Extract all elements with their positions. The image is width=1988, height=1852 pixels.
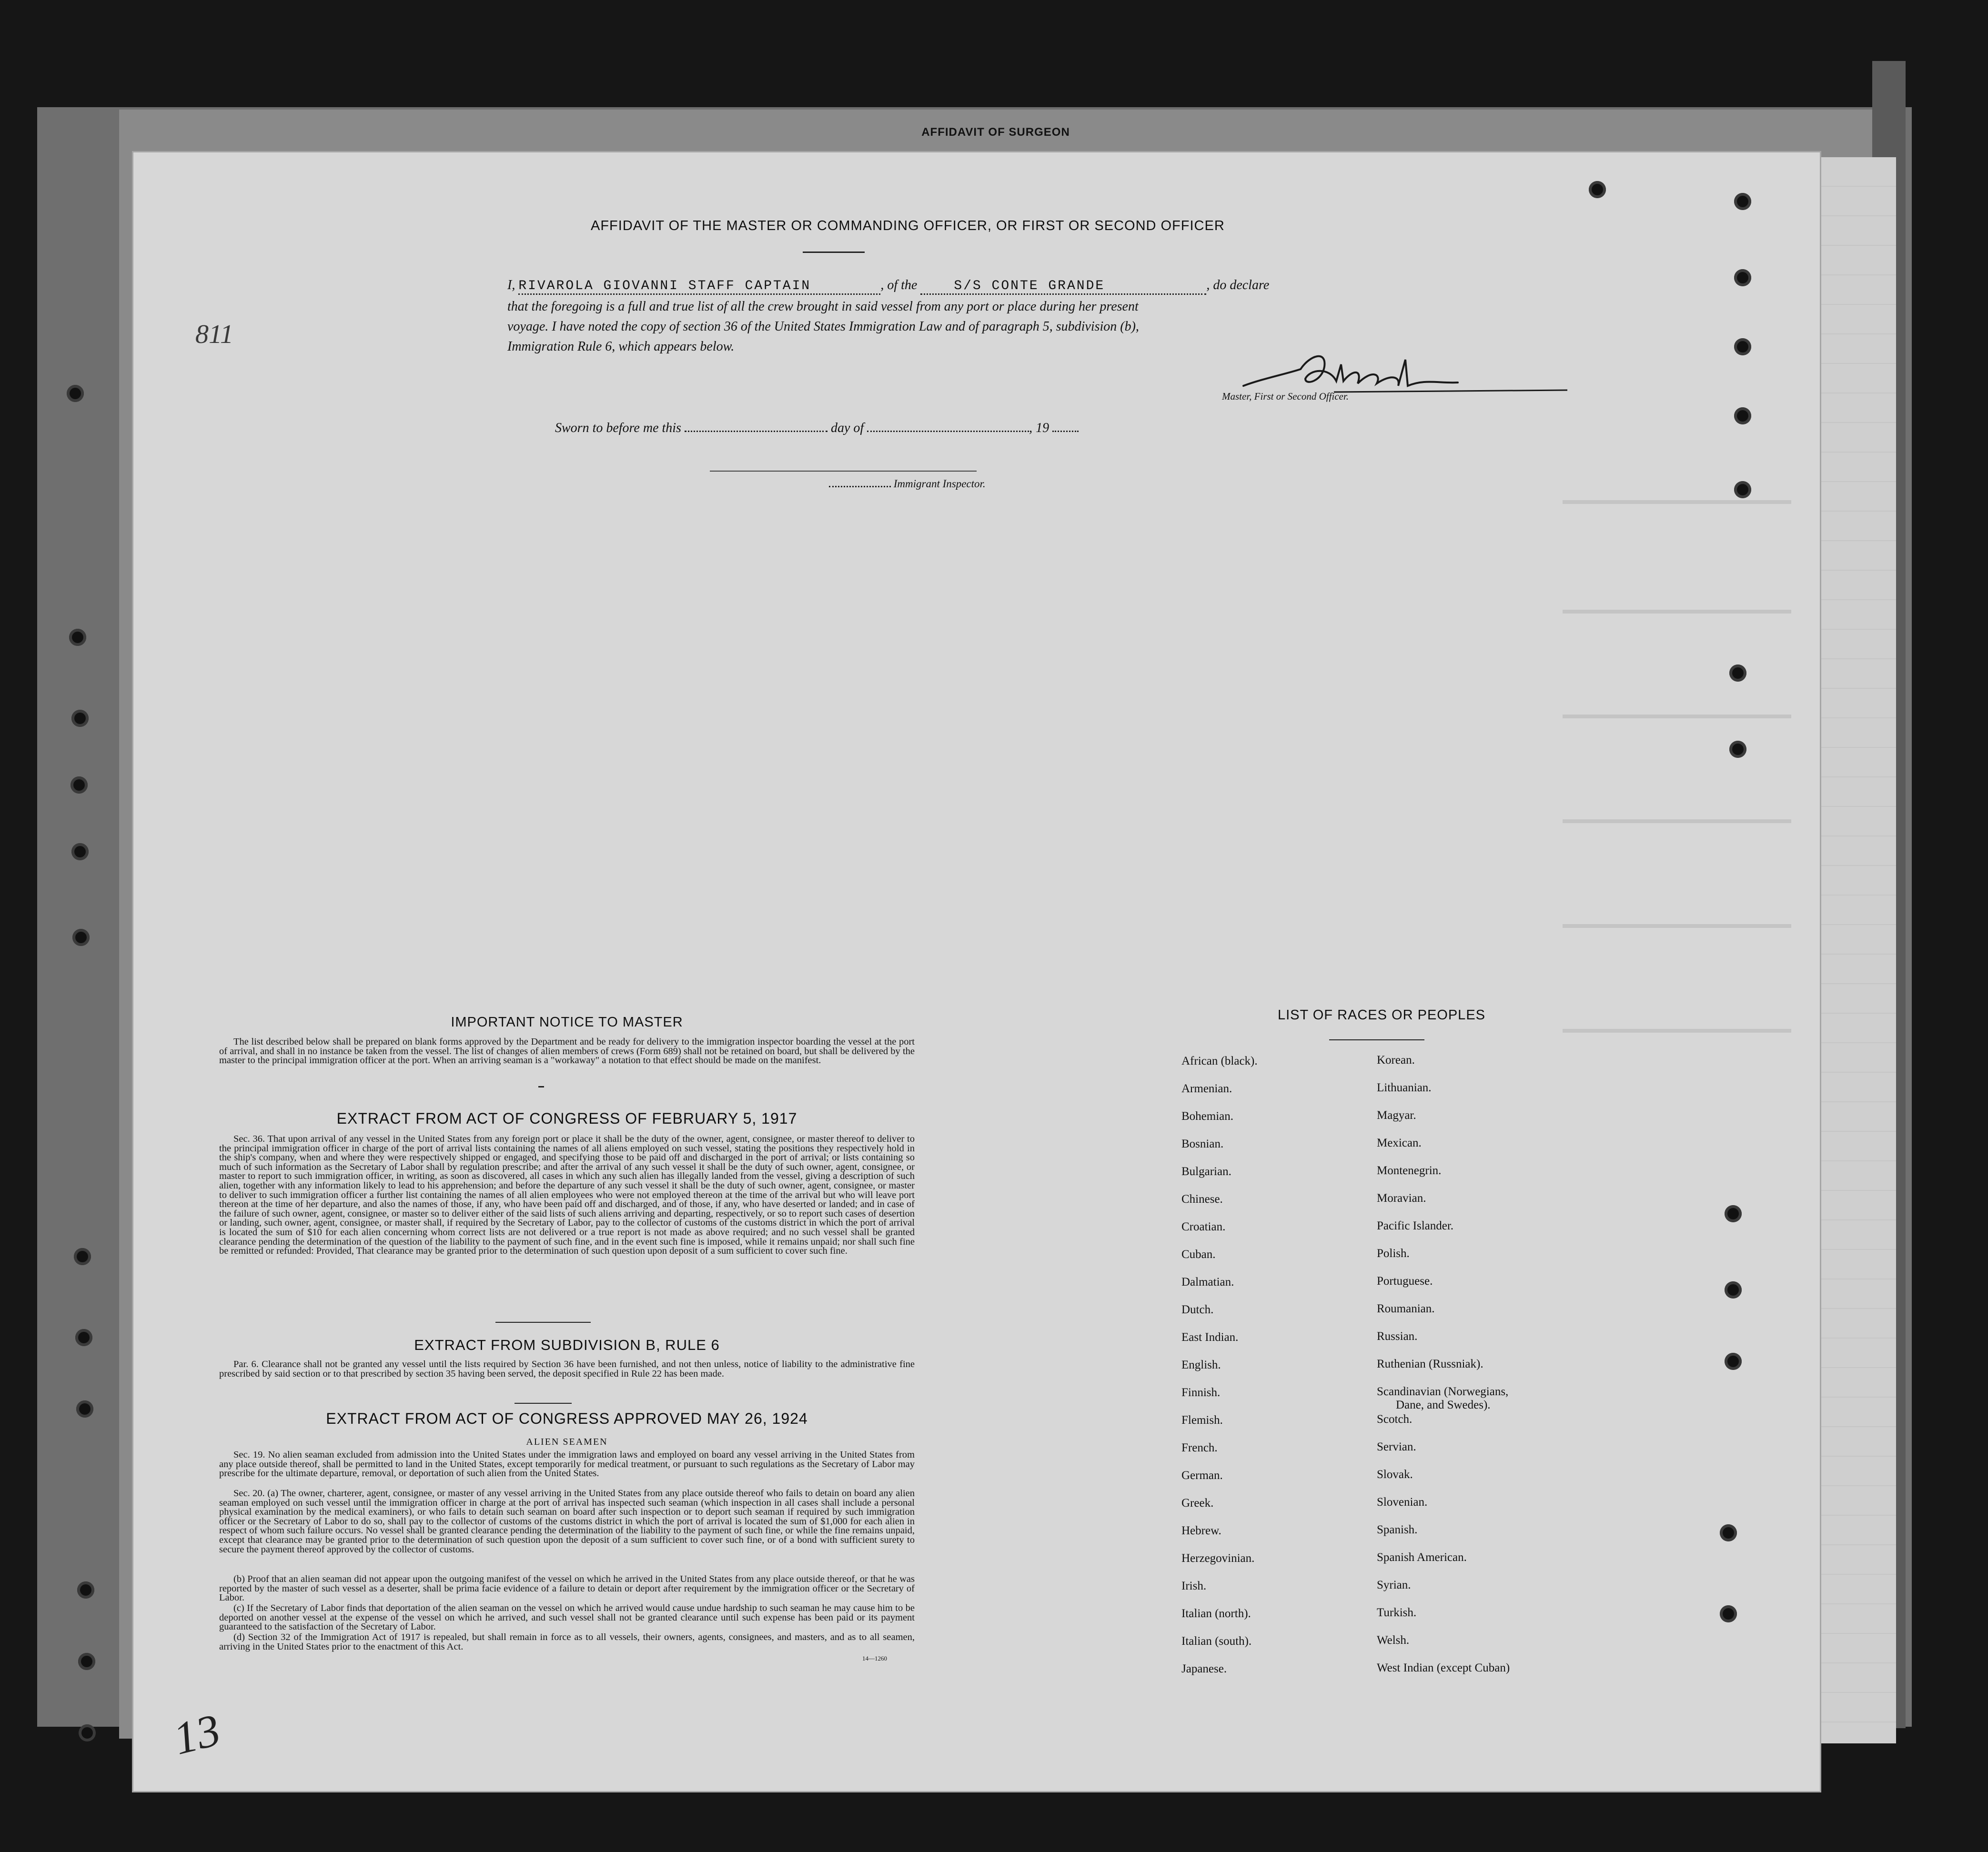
race-list-item: Polish. — [1377, 1247, 1410, 1260]
show-through-line — [1563, 715, 1791, 718]
punch-hole — [1734, 193, 1751, 210]
punch-hole — [1725, 1205, 1742, 1222]
race-list-item: Finnish. — [1181, 1386, 1221, 1399]
extract-rule6-title: EXTRACT FROM SUBDIVISION B, RULE 6 — [414, 1337, 720, 1353]
punch-hole — [72, 929, 90, 946]
race-list-item: Dane, and Swedes). — [1396, 1399, 1491, 1411]
race-list-item: Dalmatian. — [1181, 1276, 1234, 1288]
punch-hole — [71, 843, 89, 860]
race-list-item: East Indian. — [1181, 1331, 1239, 1344]
race-list-item: Montenegrin. — [1377, 1164, 1442, 1177]
race-list-item: Servian. — [1377, 1440, 1416, 1453]
punch-hole — [71, 710, 89, 727]
races-title: LIST OF RACES OR PEOPLES — [1277, 1007, 1486, 1023]
race-list-item: Turkish. — [1377, 1606, 1417, 1619]
show-through-line — [1563, 819, 1791, 823]
race-list-item: Magyar. — [1377, 1109, 1416, 1122]
punch-hole — [1734, 481, 1751, 498]
races-divider — [1329, 1039, 1424, 1040]
ledger-strip — [1820, 157, 1896, 1743]
inspector-dots — [829, 486, 891, 487]
race-list-item: Lithuanian. — [1377, 1081, 1432, 1094]
race-list-item: Scotch. — [1377, 1413, 1413, 1426]
sec-20c-paragraph: (c) If the Secretary of Labor finds that deportation of the alien seaman on the vessel on which he arrived would cause undue hardship to such seaman he may cause him to be deported on another vessel at the expense of the vessel on which he arrived, and such vessel shall not be granted clearance until such expense has been paid or its payment guaranteed to the satisfaction of the Secretary of Labor. — [219, 1603, 915, 1632]
race-list-item: Pacific Islander. — [1377, 1219, 1454, 1232]
race-list-item: Flemish. — [1181, 1414, 1223, 1427]
declaration-line-3: voyage. I have noted the copy of section 36 of the United States Immigration Law and of paragraph 5, subdivision (b), — [507, 319, 1139, 334]
race-list-item: Spanish. — [1377, 1523, 1418, 1536]
affidavit-title: AFFIDAVIT OF THE MASTER OR COMMANDING OFFICER, OR FIRST OR SECOND OFFICER — [591, 218, 1225, 233]
punch-hole — [79, 1724, 96, 1741]
race-list-item: Chinese. — [1181, 1193, 1223, 1206]
sworn-prefix: Sworn to before me this — [555, 421, 681, 435]
race-list-item: Italian (north). — [1181, 1607, 1251, 1620]
sworn-month-field — [867, 431, 1029, 432]
race-list-item: German. — [1181, 1469, 1223, 1482]
do-declare-text: , do declare — [1206, 278, 1270, 292]
master-signature — [1234, 341, 1577, 398]
race-list-item: Spanish American. — [1377, 1551, 1467, 1564]
race-list-item: Irish. — [1181, 1580, 1207, 1592]
of-the-text: , of the — [880, 278, 918, 292]
declaration-line-2: that the foregoing is a full and true list of all the crew brought in said vessel from any port or place during her present — [507, 299, 1139, 314]
inspector-caption — [829, 478, 986, 490]
race-list-item: Russian. — [1377, 1330, 1418, 1343]
races-right-column — [1377, 1054, 1577, 1689]
punch-hole — [1589, 181, 1606, 198]
punch-hole — [67, 385, 84, 402]
punch-hole — [78, 1653, 95, 1670]
punch-hole — [76, 1400, 93, 1418]
race-list-item: Armenian. — [1181, 1082, 1232, 1095]
year-prefix: , 19 — [1029, 421, 1050, 435]
inspector-signature-line — [710, 471, 977, 472]
race-list-item: Moravian. — [1377, 1192, 1426, 1205]
race-list-item: Slovak. — [1377, 1468, 1413, 1481]
sworn-year-field — [1052, 431, 1079, 432]
race-list-item: African (black). — [1181, 1055, 1258, 1067]
race-list-item: Ruthenian (Russniak). — [1377, 1358, 1483, 1370]
race-list-item: Hebrew. — [1181, 1524, 1221, 1537]
extract-1917-divider — [495, 1322, 591, 1323]
extract-1917-body: Sec. 36. That upon arrival of any vessel in the United States from any foreign port or place it shall be the duty of the owner, agent, consignee, or master thereof to deliver to the principal immigration officer in charge of the port of arrival lists containing the names of all aliens employed on such vessel, stating the positions they respectively hold in the ship's company, when and where they were respectively shipped or engaged, and specifying those to be paid off and discharged in the port of arrival; or lists containing so much of such information as the Secretary of Labor shall by regulation prescribe; and after the arrival of any such vessel it shall be the duty of such owner, agent, consignee, or master to report to such immigration officer, in writing, as soon as discovered, all cases in which any such alien has illegally landed from the vessel, giving a description of such alien, together with any information likely to lead to his apprehension; and before the departure of any such vessel it shall be the duty of such owner, agent, consignee, or master to deliver to such immigration officer a further list containing the names of all alien employees who were not employed thereon at the time of the arrival but who will leave port thereon at the time of her departure, and also the names of those, if any, who have been paid off and discharged, and of those, if any, who have deserted or landed; and in case of the failure of such owner, agent, consignee, or master so to deliver either of the said lists of such aliens arriving and departing, respectively, or so to report such cases of desertion or landing, such owner, agent, consignee, or master shall, if required by the Secretary of Labor, pay to the collector of customs of the customs district in which the port of arrival is located the sum of $10 for each alien concerning whom correct lists are not delivered or a true report is not made as above required; and no such vessel shall be granted clearance pending the determination of the question of the liability to the payment of such fine, and in the event such fine is imposed, while it remains unpaid; nor shall such fine be remitted or refunded: Provided, That clearance may be granted prior to the determination of such question upon deposit of a sum sufficient to cover such fine. — [219, 1134, 915, 1257]
race-list-item: West Indian (except Cuban) — [1377, 1661, 1510, 1674]
sworn-line — [555, 421, 1079, 436]
sec-20a-paragraph: Sec. 20. (a) The owner, charterer, agent, consignee, or master of any vessel arriving in the United States from any place outside thereof who fails to detain on board any alien seaman employed on such vessel until the immigration officer in charge at the port of arrival has inspected such seaman (which inspection in all cases shall include a personal physical examination by the medical examiners), or who fails to detain such seaman on board after such inspection or to deport such seaman if required by such immigration officer or the Secretary of Labor to do so, shall pay to the collector of customs of the customs district in which the port of arrival is located the sum of $1,000 for each alien in respect of whom such failure occurs. No vessel shall be granted clearance pending the determination of the liability to the payment of such fine, or while the fine remains unpaid, except that clearance may be granted prior to the determination of such question upon the deposit of a sum sufficient to cover such fine, or of a bond with sufficient surety to secure the payment thereof approved by the collector of customs. — [219, 1488, 915, 1555]
extract-1917-title: EXTRACT FROM ACT OF CONGRESS OF FEBRUARY 5, 1917 — [336, 1110, 797, 1127]
notice-body: The list described below shall be prepared on blank forms approved by the Department and be ready for delivery to the immigration inspector boarding the vessel at the port of arrival, and shall in no instance be taken from the vessel. The list of changes of alien members of crews (Form 689) shall not be retained on board, but shall be delivered by the master to the principal immigration officer at the port. When an arriving seaman is a "workaway" a notation to that effect should be made on the manifest. — [219, 1037, 915, 1066]
punch-hole — [75, 1329, 92, 1346]
punch-hole — [1734, 338, 1751, 355]
show-through-line — [1563, 1029, 1791, 1033]
sec-20b-paragraph: (b) Proof that an alien seaman did not appear upon the outgoing manifest of the vessel on which he arrived in the United States from any place outside thereof, or that he was reported by the master of such vessel as a deserter, shall be prima facie evidence of a failure to detain or deport after requirement by the immigration officer or the Secretary of Labor. — [219, 1574, 915, 1603]
race-list-item: Slovenian. — [1377, 1496, 1428, 1509]
master-name-field — [518, 278, 880, 295]
punch-hole — [1725, 1281, 1742, 1298]
day-of-text: day of — [830, 421, 864, 435]
i-prefix: I, — [507, 278, 515, 292]
inspector-caption-text: Immigrant Inspector. — [893, 478, 986, 490]
race-list-item: Herzegovinian. — [1181, 1552, 1255, 1565]
sec-20d-paragraph: (d) Section 32 of the Immigration Act of 1917 is repealed, but shall remain in force as to all vessels, their owners, agents, consignees, and masters, and as to all seamen, arriving in the United States prior to the enactment of this Act. — [219, 1632, 915, 1652]
race-list-item: French. — [1181, 1441, 1218, 1454]
race-list-item: Croatian. — [1181, 1220, 1226, 1233]
punch-hole — [71, 776, 88, 794]
punch-hole — [1725, 1353, 1742, 1370]
extract-rule6-body: Par. 6. Clearance shall not be granted any vessel until the lists required by Section 36 have been furnished, and not then unless, notice of liability to the administrative fine prescribed by said section or to that prescribed by section 35 having been served, the deposit specified in Rule 22 has been made. — [219, 1359, 915, 1379]
race-list-item: Bohemian. — [1181, 1110, 1234, 1123]
notice-title: IMPORTANT NOTICE TO MASTER — [451, 1015, 683, 1030]
race-list-item: Italian (south). — [1181, 1635, 1252, 1648]
race-list-item: Greek. — [1181, 1497, 1214, 1510]
race-list-item: Korean. — [1377, 1054, 1415, 1067]
race-list-item: Japanese. — [1181, 1662, 1227, 1675]
punch-hole — [1729, 741, 1746, 758]
extract-1924-subtitle: ALIEN SEAMEN — [526, 1437, 608, 1447]
race-list-item: Portuguese. — [1377, 1275, 1433, 1288]
race-list-item: Mexican. — [1377, 1137, 1422, 1149]
punch-hole — [1729, 664, 1746, 682]
declaration-line-1 — [507, 278, 1269, 295]
race-list-item: Welsh. — [1377, 1634, 1410, 1647]
show-through-line — [1563, 500, 1791, 504]
manifest-page — [133, 152, 1820, 1791]
surgeon-affidavit-heading: AFFIDAVIT OF SURGEON — [921, 126, 1070, 139]
race-list-item: Syrian. — [1377, 1579, 1411, 1591]
show-through-line — [1563, 610, 1791, 614]
races-left-column — [1181, 1055, 1324, 1690]
race-list-item: Dutch. — [1181, 1303, 1214, 1316]
sworn-day-field — [685, 431, 827, 432]
race-list-item: English. — [1181, 1359, 1221, 1371]
punch-hole — [1734, 269, 1751, 286]
form-number: 14—1260 — [862, 1655, 887, 1662]
extract-rule6-divider — [515, 1403, 572, 1404]
race-list-item: Roumanian. — [1377, 1302, 1435, 1315]
title-divider — [803, 252, 865, 253]
notice-divider — [538, 1086, 544, 1087]
race-list-item: Cuban. — [1181, 1248, 1216, 1261]
sec-19-paragraph: Sec. 19. No alien seaman excluded from admission into the United States under the immigration laws and employed on board any vessel arriving in the United States from any place outside thereof, shall be permitted to land in the United States, except temporarily for medical treatment, or pursuant to such regulations as the Secretary of Labor may prescribe for the ultimate departure, removal, or deportation of such alien from the United States. — [219, 1449, 915, 1479]
extract-1924-title: EXTRACT FROM ACT OF CONGRESS APPROVED MAY 26, 1924 — [326, 1410, 808, 1427]
vessel-field — [920, 278, 1206, 295]
punch-hole — [77, 1581, 94, 1599]
vessel-value: S/S CONTE GRANDE — [954, 279, 1105, 293]
show-through-line — [1563, 924, 1791, 928]
punch-hole — [69, 629, 86, 646]
race-list-item: Scandinavian (Norwegians, — [1377, 1385, 1509, 1398]
race-list-item: Bosnian. — [1181, 1137, 1224, 1150]
punch-hole — [1734, 407, 1751, 424]
margin-note-number: 811 — [195, 320, 233, 349]
handwritten-page-number: 13 — [168, 1703, 225, 1765]
declaration-line-4: Immigration Rule 6, which appears below. — [507, 339, 735, 354]
signature-caption: Master, First or Second Officer. — [1222, 391, 1349, 402]
master-name-value: RIVAROLA GIOVANNI STAFF CAPTAIN — [518, 279, 811, 293]
punch-hole — [1720, 1524, 1737, 1541]
punch-hole — [74, 1248, 91, 1265]
race-list-item: Bulgarian. — [1181, 1165, 1231, 1178]
punch-hole — [1720, 1605, 1737, 1622]
